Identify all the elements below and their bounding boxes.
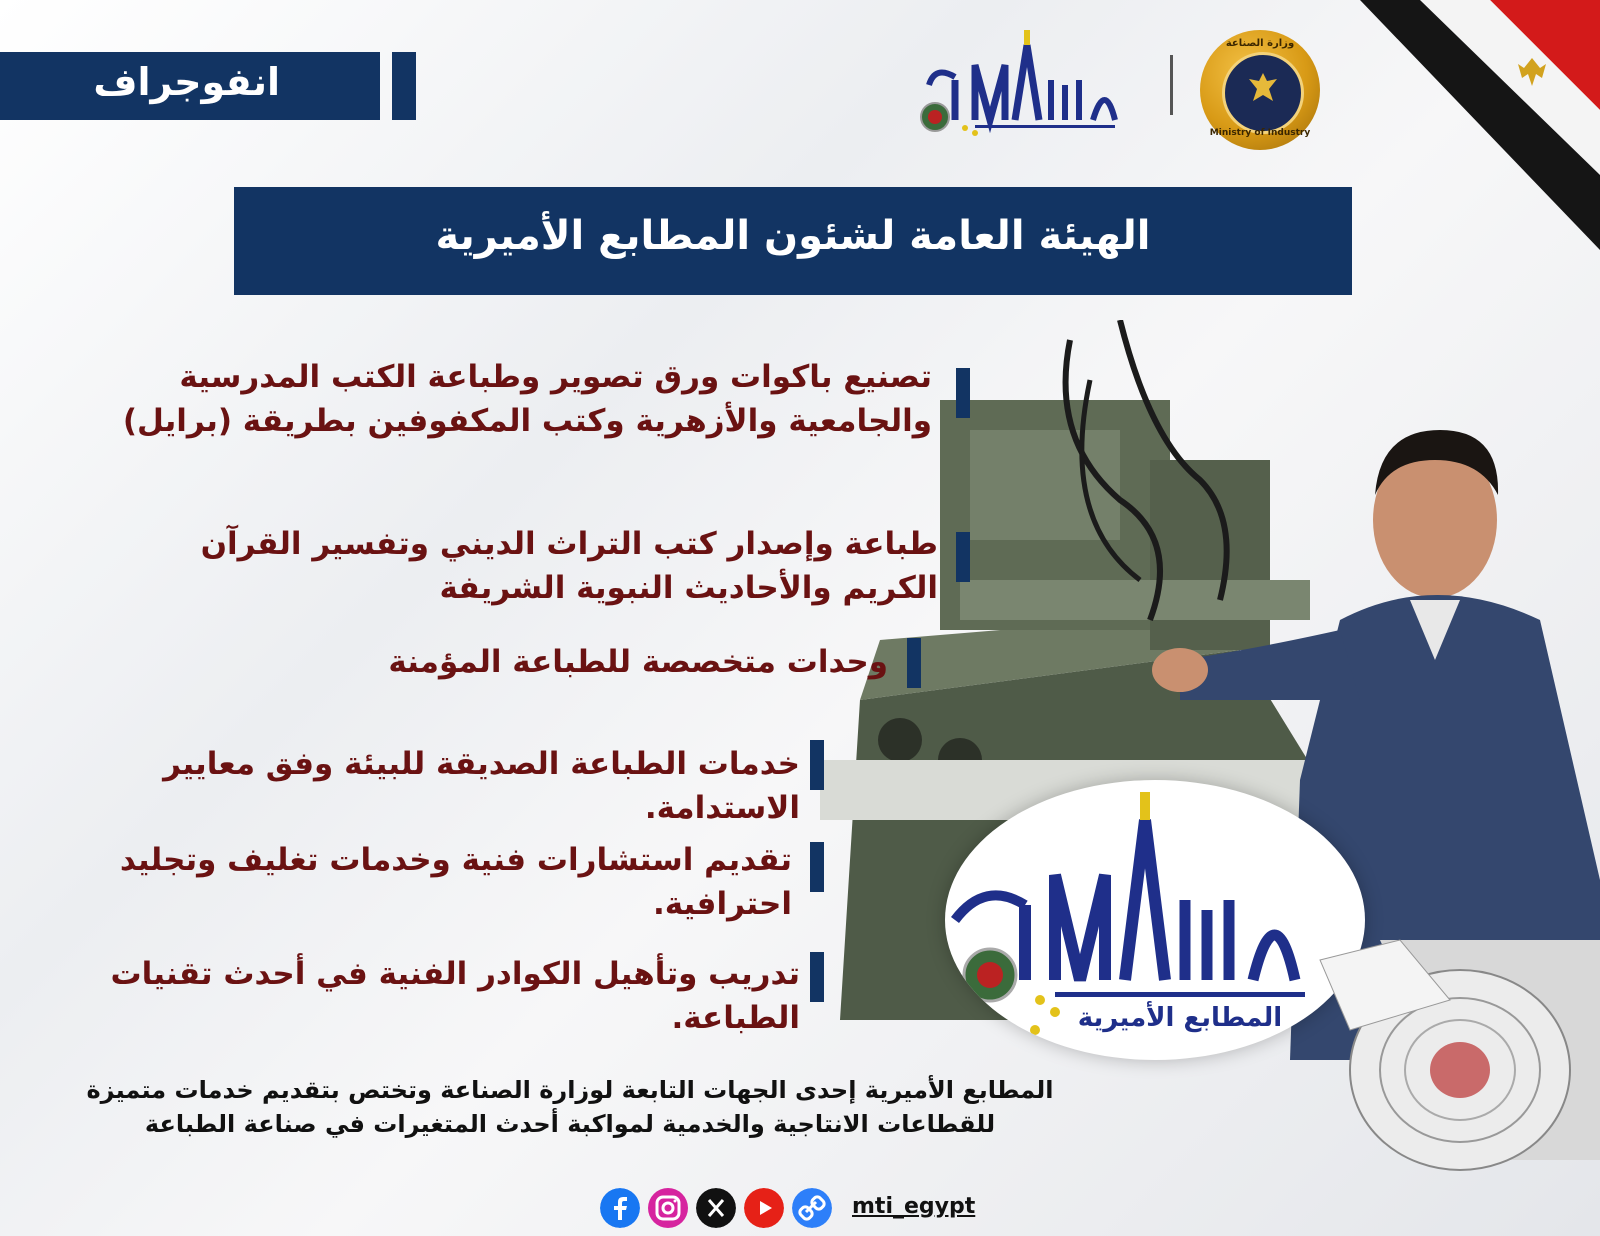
youtube-icon[interactable] [744, 1188, 784, 1228]
service-bar-4 [810, 740, 824, 790]
infograph-label [0, 52, 380, 120]
logo-divider [1170, 55, 1173, 115]
eagle-icon [1247, 71, 1279, 111]
title-banner [234, 187, 1352, 295]
facebook-icon[interactable] [600, 1188, 640, 1228]
service-item-1: تصنيع باكوات ورق تصوير وطباعة الكتب المدرسية والجامعية والأزهرية وكتب المكفوفين بطريقة (برايل) [122, 359, 932, 439]
instagram-icon[interactable] [648, 1188, 688, 1228]
service-item-2: طباعة وإصدار كتب التراث الديني وتفسير القرآن الكريم والأحاديث النبوية الشريفة [200, 526, 938, 606]
service-bar-5 [810, 842, 824, 892]
logo-arabic-text: المطابع الأميرية [1077, 1003, 1283, 1033]
social-bar [600, 1188, 980, 1232]
amiria-logo [915, 25, 1125, 140]
seal-english-text: Ministry of Industry [1209, 128, 1311, 138]
service-item-6: تدريب وتأهيل الكوادر الفنية في أحدث تقنيات الطباعة. [110, 956, 800, 1036]
service-item-4: خدمات الطباعة الصديقة للبيئة وفق معايير الاستدامة. [163, 746, 800, 826]
service-bar-3 [907, 638, 921, 688]
service-item-5: تقديم استشارات فنية وخدمات تغليف وتجليد احترافية. [119, 842, 792, 922]
x-icon[interactable] [696, 1188, 736, 1228]
description-text: المطابع الأميرية إحدى الجهات التابعة لوزارة الصناعة وتختص بتقديم خدمات متميزة للقطاعات الانتاجية والخدمية لمواكبة أحدث المتغيرات في صناعة الطباعة [86, 1076, 1054, 1138]
social-handle[interactable]: mti_egypt [852, 1194, 976, 1219]
infograph-text: انفوجراف [93, 60, 280, 104]
paper-roll-image [1260, 920, 1600, 1180]
service-item-3: وحدات متخصصة للطباعة المؤمنة [388, 644, 888, 680]
seal-arabic-text: وزارة الصناعة [1225, 38, 1295, 49]
service-bar-2 [956, 532, 970, 582]
page-title: الهيئة العامة لشئون المطابع الأميرية [435, 213, 1151, 259]
link-icon[interactable] [792, 1188, 832, 1228]
ministry-of-industry-seal [1200, 30, 1320, 150]
service-bar-6 [810, 952, 824, 1002]
infograph-stripe [392, 52, 416, 120]
service-bar-1 [956, 368, 970, 418]
